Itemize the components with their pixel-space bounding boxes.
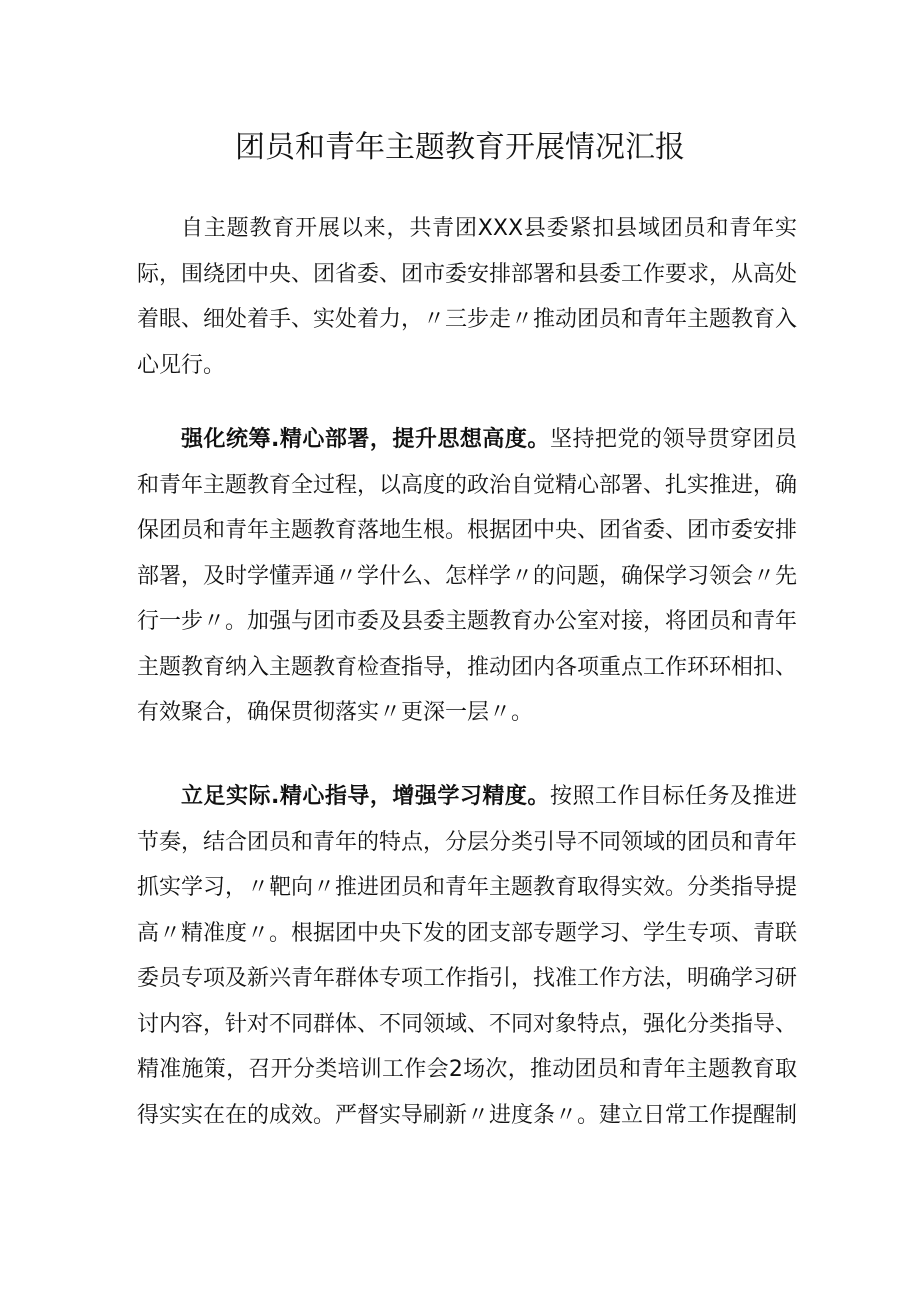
page-title: 团员和青年主题教育开展情况汇报 bbox=[235, 130, 685, 165]
paragraph-lead: 立足实际.精心指导，增强学习精度。 bbox=[181, 784, 550, 809]
paragraph-text: 自主题教育开展以来，共青团XXX县委紧扣县域团员和青年实际，围绕团中央、团省委、团市委安排部署和县委工作要求，从高处着眼、细处着手、实处着力，〃三步走〃推动团员和青年主题教育入心见行。 bbox=[137, 216, 798, 378]
paragraph-coordination bbox=[137, 417, 797, 736]
paragraph-intro bbox=[137, 206, 797, 388]
paragraph-text: 坚持把党的领导贯穿团员和青年主题教育全过程，以高度的政治自觉精心部署、扎实推进，确保团员和青年主题教育落地生根。根据团中央、团省委、团市委安排部署，及时学懂弄通〃学什么、怎样学〃的问题，确保学习领会〃先行一步〃。加强与团市委及县委主题教育办公室对接，将团员和青年主题教育纳入主题教育检查指导，推动团内各项重点工作环环相扣、有效聚合，确保贯彻落实〃更深一层〃。 bbox=[137, 427, 798, 725]
paragraph-text: 按照工作目标任务及推进节奏，结合团员和青年的特点，分层分类引导不同领域的团员和青年抓实学习，〃靶向〃推进团员和青年主题教育取得实效。分类指导提高〃精准度〃。根据团中央下发的团支部专题学习、学生专项、青联委员专项及新兴青年群体专项工作指引，找准工作方法，明确学习研讨内容，针对不同群体、不同领域、不同对象特点，强化分类指导、精准施策，召开分类培训工作会2场次，推动团员和青年主题教育取得实实在在的成效。严督实导刷新〃进度条〃。建立日常工作提醒制 bbox=[137, 784, 798, 1128]
paragraph-lead: 强化统筹.精心部署，提升思想高度。 bbox=[181, 427, 550, 452]
paragraph-guidance bbox=[137, 774, 797, 1138]
